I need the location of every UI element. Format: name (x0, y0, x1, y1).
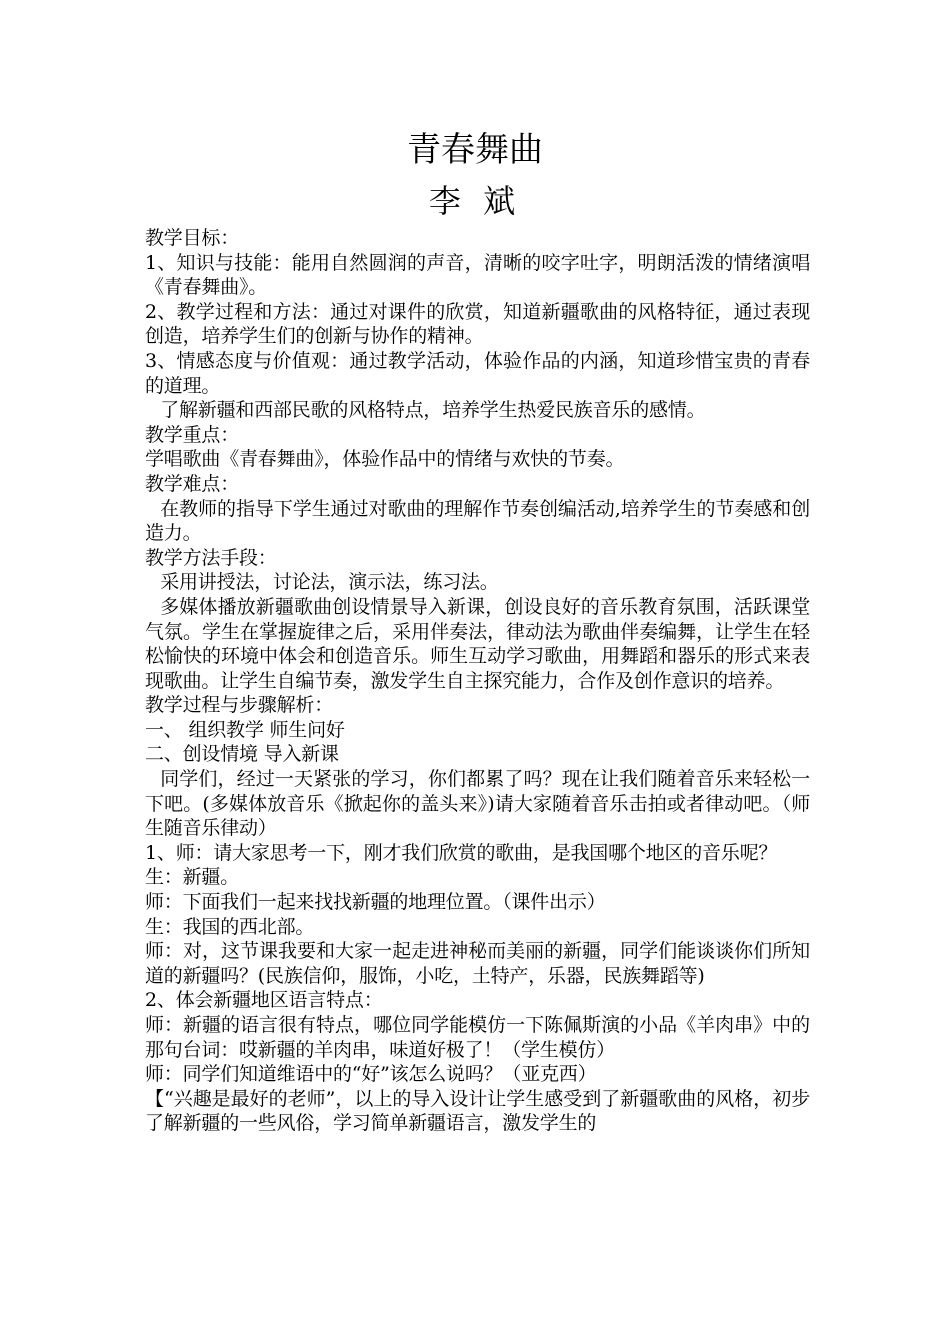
paragraph: 采用讲授法，讨论法，演示法，练习法。 (160, 571, 499, 594)
paragraph: 【“兴趣是最好的老师”，以上的导入设计让学生感受到了新疆歌曲的风格，初步了解新疆的一些风俗，学习简单新疆语言，激发学生的 (145, 1087, 810, 1135)
paragraph: 生：新疆。 (145, 866, 240, 889)
paragraph: 教学方法手段： (145, 546, 277, 569)
paragraph: 2、体会新疆地区语言特点： (145, 989, 383, 1012)
paragraph: 教学过程与步骤解析： (145, 694, 334, 717)
paragraph: 二、创设情境 导入新课 (145, 743, 339, 766)
paragraph: 在教师的指导下学生通过对歌曲的理解作节奏创编活动,培养学生的节奏感和创造力。 (145, 497, 810, 545)
paragraph: 1、师：请大家思考一下，刚才我们欣赏的歌曲，是我国哪个地区的音乐呢？ (145, 841, 778, 864)
paragraph: 了解新疆和西部民歌的风格特点，培养学生热爱民族音乐的感情。 (160, 399, 706, 422)
document-title: 青春舞曲 (407, 130, 543, 170)
paragraph: 2、教学过程和方法：通过对课件的欣赏，知道新疆歌曲的风格特征，通过表现创造，培养学生们的创新与协作的精神。 (145, 300, 810, 348)
paragraph: 教学重点： (145, 423, 240, 446)
paragraph: 教学目标： (145, 227, 240, 249)
paragraph: 教学难点： (145, 472, 240, 495)
paragraph: 生：我国的西北部。 (145, 915, 315, 938)
paragraph: 师：下面我们一起来找找新疆的地理位置。（课件出示） (145, 891, 606, 914)
paragraph: 师：对，这节课我要和大家一起走进神秘而美丽的新疆，同学们能谈谈你们所知道的新疆吗？(民族信仰，服饰，小吃，土特产，乐器，民族舞蹈等) (145, 940, 810, 987)
paragraph: 多媒体播放新疆歌曲创设情景导入新课，创设良好的音乐教育氛围，活跃课堂气氛。学生在掌握旋律之后，采用伴奏法，律动法为歌曲伴奏编舞，让学生在轻松愉快的环境中体会和创造音乐。师生互动学习歌曲，用舞蹈和器乐的形式来表现歌曲。让学生自编节奏，激发学生自主探究能力，合作及创作意识的培养。 (145, 595, 810, 692)
document-body (145, 226, 810, 1136)
paragraph: 一、 组织教学 师生问好 (145, 718, 345, 741)
paragraph: 3、情感态度与价值观：通过教学活动，体验作品的内涵，知道珍惜宝贵的青春的道理。 (145, 349, 810, 397)
paragraph: 师：新疆的语言很有特点，哪位同学能模仿一下陈佩斯演的小品《羊肉串》中的那句台词：哎新疆的羊肉串，味道好极了！（学生模仿） (145, 1014, 810, 1061)
paragraph: 同学们，经过一天紧张的学习，你们都累了吗？现在让我们随着音乐来轻松一下吧。(多媒体放音乐《掀起你的盖头来》)请大家随着音乐击拍或者律动吧。（师生随音乐律动） (145, 768, 810, 840)
paragraph: 师：同学们知道维语中的“好”该怎么说吗？（亚克西） (145, 1063, 597, 1086)
paragraph: 学唱歌曲《青春舞曲》，体验作品中的情绪与欢快的节奏。 (145, 448, 625, 471)
paragraph: 1、知识与技能：能用自然圆润的声音，清晰的咬字吐字，明朗活泼的情绪演唱《青春舞曲》。 (145, 251, 810, 299)
document-author: 李 斌 (428, 182, 522, 220)
